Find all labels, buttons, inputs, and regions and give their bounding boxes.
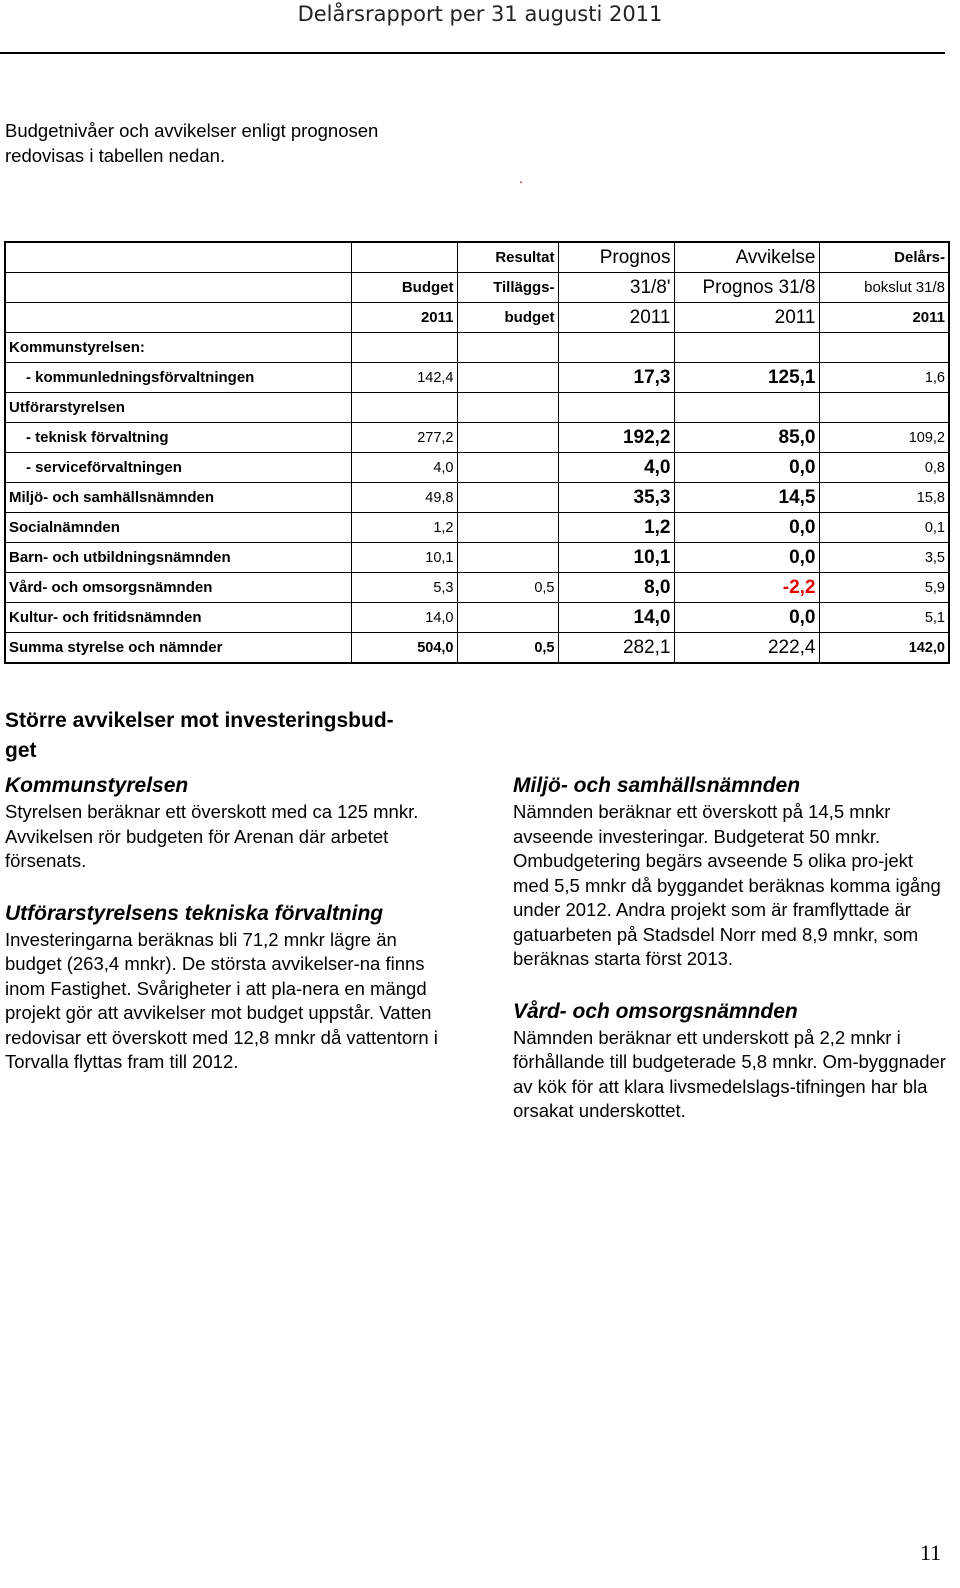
table-row [5,393,949,423]
row-label: Barn- och utbildningsnämnden [5,543,351,573]
paragraph-utforarstyrelsen: Investeringarna beräknas bli 71,2 mnkr lägre än budget (263,4 mnkr). De största avvikelser-na finns inom Fastighet. Svårigheter i att pla-nera en mängd projekt gör att avvikelser mot budget uppstår. Vatten redovisar ett överskott med 12,8 mnkr då vattentorn i Torvalla flyttas fram till 2012. [5,928,438,1072]
prognos-cell: 192,2 [558,423,674,453]
delars-cell: 109,2 [819,423,949,453]
prognos-cell: 17,3 [558,363,674,393]
budget-cell: 4,0 [351,453,457,483]
header-cell: Prognos [558,242,674,273]
header-cell [5,242,351,273]
prognos-cell: 14,0 [558,603,674,633]
tillagg-cell: 0,5 [457,573,558,603]
paragraph-kommunstyrelsen: Styrelsen beräknar ett överskott med ca 125 mnkr. Avvikelsen rör budgeten för Arenan där arbetet försenats. [5,801,419,871]
row-label: Kommunstyrelsen: [5,333,351,363]
header-cell: 2011 [674,303,819,333]
table-total-row [5,633,949,664]
header-cell: Prognos 31/8 [674,273,819,303]
avvikelse-cell: 222,4 [674,633,819,664]
subheading-kommunstyrelsen: Kommunstyrelsen [5,774,189,797]
tillagg-cell [457,453,558,483]
avvikelse-cell: 14,5 [674,483,819,513]
table-row [5,543,949,573]
header-cell: budget [457,303,558,333]
table-row [5,483,949,513]
table-row [5,453,949,483]
stray-dot: . [519,170,523,186]
delars-cell: 3,5 [819,543,949,573]
subheading-utforarstyrelsen: Utförarstyrelsens tekniska förvaltning [5,901,384,925]
tillagg-cell [457,513,558,543]
delars-cell: 15,8 [819,483,949,513]
delars-cell: 1,6 [819,363,949,393]
tillagg-cell [457,543,558,573]
prognos-cell: 1,2 [558,513,674,543]
table-row [5,573,949,603]
row-label: - serviceförvaltningen [5,453,351,483]
delars-cell: 5,9 [819,573,949,603]
table-header-row [5,303,949,333]
table-header-row [5,273,949,303]
section-title-line: get [5,739,37,762]
budget-cell: 1,2 [351,513,457,543]
tillagg-cell [457,393,558,423]
section-title [5,706,445,766]
subheading-vard: Vård- och omsorgsnämnden [513,999,798,1023]
table-row [5,363,949,393]
header-cell: Tilläggs- [457,273,558,303]
tillagg-cell: 0,5 [457,633,558,664]
table-row [5,423,949,453]
budget-cell: 142,4 [351,363,457,393]
budget-cell [351,393,457,423]
delars-cell: 0,1 [819,513,949,543]
row-label: Utförarstyrelsen [5,393,351,423]
prognos-cell: 8,0 [558,573,674,603]
row-label: - teknisk förvaltning [5,423,351,453]
table-row [5,333,949,363]
row-label: Socialnämnden [5,513,351,543]
delars-cell [819,333,949,363]
row-label: Summa styrelse och nämnder [5,633,351,664]
tillagg-cell [457,333,558,363]
page-number: 11 [920,1540,942,1565]
header-cell: 31/8' [558,273,674,303]
avvikelse-cell [674,333,819,363]
avvikelse-cell-negative: -2,2 [674,573,819,603]
budget-cell [351,333,457,363]
header-cell: 2011 [558,303,674,333]
delars-cell [819,393,949,423]
prognos-cell: 4,0 [558,453,674,483]
tillagg-cell [457,363,558,393]
avvikelse-cell: 0,0 [674,453,819,483]
table-row [5,603,949,633]
header-cell: Resultat [457,242,558,273]
table-row [5,513,949,543]
budget-cell: 5,3 [351,573,457,603]
header-cell: bokslut 31/8 [819,273,949,303]
budget-cell: 14,0 [351,603,457,633]
prognos-cell: 282,1 [558,633,674,664]
row-label: - kommunledningsförvaltningen [5,363,351,393]
budget-cell: 49,8 [351,483,457,513]
delars-cell: 0,8 [819,453,949,483]
prognos-cell [558,393,674,423]
budget-table [4,241,950,664]
section-title-line: Större avvikelser mot investeringsbud- [5,709,394,732]
delars-cell: 5,1 [819,603,949,633]
avvikelse-cell: 125,1 [674,363,819,393]
header-cell: 2011 [351,303,457,333]
prognos-cell [558,333,674,363]
delars-cell: 142,0 [819,633,949,664]
tillagg-cell [457,603,558,633]
table-header-row [5,242,949,273]
header-cell [5,273,351,303]
paragraph-miljo: Nämnden beräknar ett överskott på 14,5 mnkr avseende investeringar. Budgeterat 50 mnkr. Ombudgetering begärs avseende 5 olika pro-jekt med 5,5 mnkr då byggandet beräknas komma igång under 2012. Andra projekt som är framflyttade är gatuarbeten på Stadsdel Norr med 8,9 mnkr, som beräknas starta först 2013. [513,801,941,969]
page-header-title: Delårsrapport per 31 augusti 2011 [297,2,663,26]
tillagg-cell [457,423,558,453]
header-divider [0,52,945,54]
subheading-miljo: Miljö- och samhällsnämnden [513,774,801,797]
avvikelse-cell [674,393,819,423]
row-label: Kultur- och fritidsnämnden [5,603,351,633]
paragraph-vard: Nämnden beräknar ett underskott på 2,2 mnkr i förhållande till budgeterade 5,8 mnkr. Om-byggnader av kök för att klara livsmedelslags-tifningen har bla orsakat underskottet. [513,1026,946,1121]
header-cell [351,242,457,273]
tillagg-cell [457,483,558,513]
right-column [513,772,948,1150]
header-cell: 2011 [819,303,949,333]
header-cell: Avvikelse [674,242,819,273]
row-label: Vård- och omsorgsnämnden [5,573,351,603]
budget-cell: 10,1 [351,543,457,573]
prognos-cell: 35,3 [558,483,674,513]
prognos-cell: 10,1 [558,543,674,573]
left-column [5,772,445,1101]
header-cell: Budget [351,273,457,303]
avvikelse-cell: 0,0 [674,513,819,543]
header-cell [5,303,351,333]
budget-cell: 277,2 [351,423,457,453]
row-label: Miljö- och samhällsnämnden [5,483,351,513]
intro-paragraph: Budgetnivåer och avvikelser enligt prognosen redovisas i tabellen nedan. [5,120,379,166]
avvikelse-cell: 0,0 [674,603,819,633]
avvikelse-cell: 0,0 [674,543,819,573]
header-cell: Delårs- [819,242,949,273]
budget-cell: 504,0 [351,633,457,664]
avvikelse-cell: 85,0 [674,423,819,453]
